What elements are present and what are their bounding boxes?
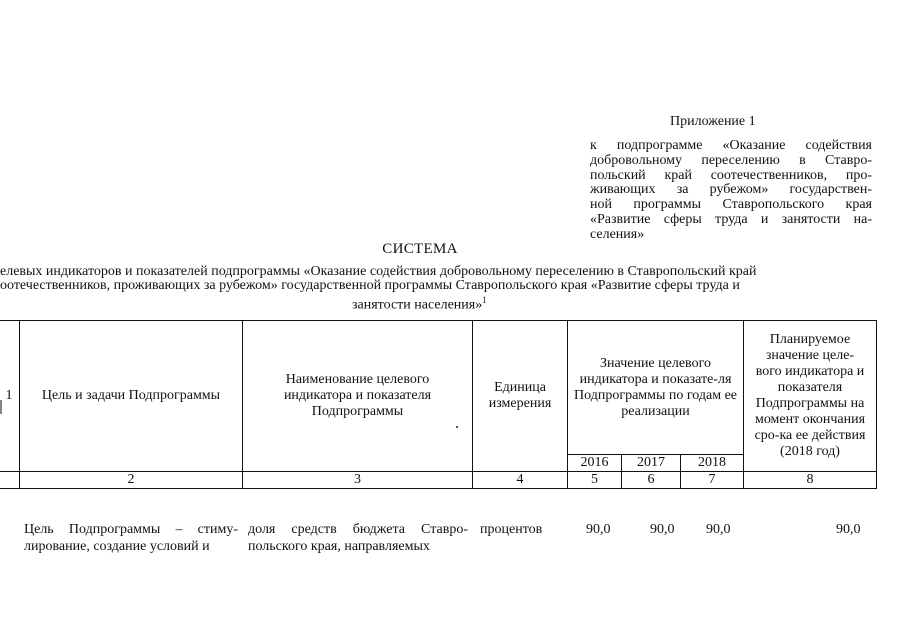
header-number-cell — [0, 321, 20, 472]
appendix-line: добровольному переселению в Ставро- — [590, 152, 872, 168]
header-values: Значение целевого индикатора и показате-ля Подпрограммы по годам ее реализации — [574, 355, 738, 419]
appendix-line: селения» — [590, 226, 645, 242]
header-plan-cell — [744, 321, 877, 472]
header-indicator-cell — [243, 321, 473, 472]
year-2017: 2017 — [622, 455, 681, 472]
column-number-4: 4 — [473, 472, 568, 489]
value-2016-cell: 90,0 — [586, 522, 611, 537]
goal-cell — [24, 521, 238, 555]
goal-line: лирование, создание условий и — [24, 539, 210, 554]
column-number-3: 3 — [243, 472, 473, 489]
column-number-1 — [0, 472, 20, 489]
header-number-fragment: 1 — [5, 388, 13, 403]
indicator-line: доля средств бюджета Ставро- — [248, 522, 468, 537]
subtitle-text: занятости населения» — [352, 297, 483, 313]
indicator-line: польского края, направляемых — [248, 539, 430, 554]
appendix-line: ной программы Ставропольского края — [590, 197, 872, 213]
column-number-row — [0, 472, 877, 489]
column-number-8: 8 — [744, 472, 877, 489]
header-indicator: Наименование целевого индикатора и показателя Подпрограммы — [283, 372, 432, 419]
year-2018: 2018 — [681, 455, 744, 472]
column-number-7: 7 — [681, 472, 744, 489]
appendix-title: Приложение 1 — [670, 114, 756, 129]
header-unit: Единица измерения — [488, 380, 552, 411]
appendix-line: к подпрограмме «Оказание содействия — [590, 138, 872, 153]
indicator-table — [0, 320, 877, 489]
appendix-line: «Развитие сферы труда и занятости на- — [590, 211, 872, 227]
header-unit-cell — [473, 321, 568, 472]
appendix-line: живающих за рубежом» государствен- — [590, 182, 872, 198]
header-plan: Планируемое значение целе-вого индикатора и показателя Подпрограммы на момент окончания сро-ка ее действия (2018 год) — [754, 332, 866, 459]
column-number-6: 6 — [622, 472, 681, 489]
value-2018-cell: 90,0 — [706, 522, 731, 537]
document-title: СИСТЕМА — [382, 241, 458, 257]
document-subtitle — [0, 265, 905, 313]
indicator-cell — [248, 521, 468, 555]
header-goal: Цель и задачи Подпрограммы — [41, 388, 221, 403]
footnote-marker: 1 — [482, 295, 487, 305]
header-values-cell — [568, 321, 744, 455]
column-number-5: 5 — [568, 472, 622, 489]
appendix-reference — [590, 139, 872, 243]
column-number-2: 2 — [20, 472, 243, 489]
subtitle-line: елевых индикаторов и показателей подпрограммы «Оказание содействия добровольному переселению в Ставропольский край — [0, 264, 757, 279]
unit-cell: процентов — [480, 522, 543, 537]
table-header-row — [0, 321, 877, 455]
appendix-line: польский край соотечественников, про- — [590, 167, 872, 183]
plan-value-cell: 90,0 — [836, 522, 861, 537]
subtitle-line-last — [0, 293, 905, 313]
subtitle-line: оотечественников, проживающих за рубежом» государственной программы Ставропольского края «Развитие сферы труда и — [0, 278, 740, 293]
year-2016: 2016 — [568, 455, 622, 472]
goal-line: Цель Подпрограммы – стиму- — [24, 522, 238, 537]
value-2017-cell: 90,0 — [650, 522, 675, 537]
header-goal-cell — [20, 321, 243, 472]
